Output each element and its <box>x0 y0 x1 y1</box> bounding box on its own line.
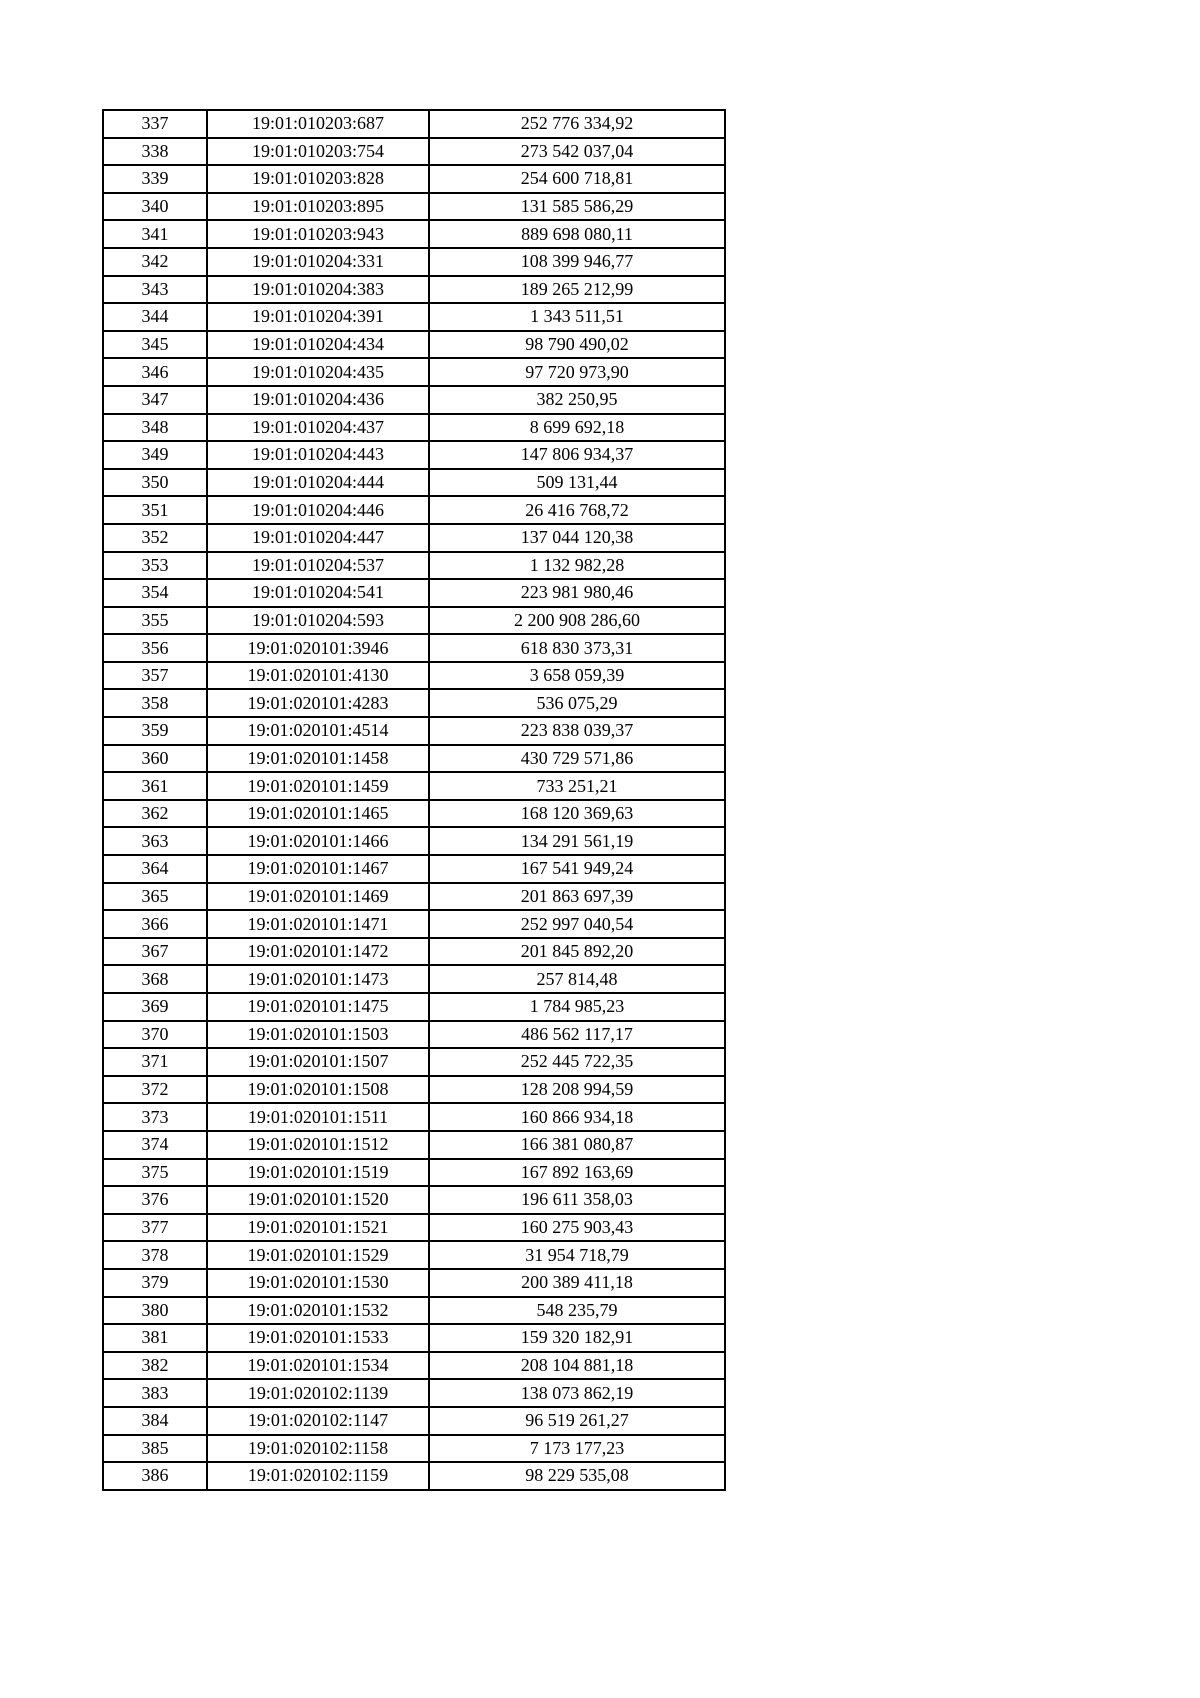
cadastral-number-cell: 19:01:010204:537 <box>207 552 429 580</box>
cadastral-number-cell: 19:01:020101:1519 <box>207 1159 429 1187</box>
cadastral-number-cell: 19:01:020101:1475 <box>207 993 429 1021</box>
table-row <box>103 1435 725 1463</box>
cadastral-number-cell: 19:01:020101:1521 <box>207 1214 429 1242</box>
table-row <box>103 138 725 166</box>
row-number-cell: 371 <box>103 1048 207 1076</box>
row-number-cell: 380 <box>103 1297 207 1325</box>
cadastral-value-cell: 134 291 561,19 <box>429 827 725 855</box>
table-row <box>103 276 725 304</box>
cadastral-number-cell: 19:01:020101:1503 <box>207 1021 429 1049</box>
cadastral-number-cell: 19:01:010204:436 <box>207 386 429 414</box>
table-row <box>103 552 725 580</box>
cadastral-value-cell: 160 866 934,18 <box>429 1103 725 1131</box>
cadastral-value-cell: 252 776 334,92 <box>429 110 725 138</box>
row-number-cell: 353 <box>103 552 207 580</box>
cadastral-number-cell: 19:01:020101:1530 <box>207 1269 429 1297</box>
table-row <box>103 1407 725 1435</box>
row-number-cell: 347 <box>103 386 207 414</box>
row-number-cell: 382 <box>103 1352 207 1380</box>
row-number-cell: 374 <box>103 1131 207 1159</box>
table-row <box>103 634 725 662</box>
table-row <box>103 1214 725 1242</box>
cadastral-number-cell: 19:01:020101:1465 <box>207 800 429 828</box>
cadastral-value-cell: 167 892 163,69 <box>429 1159 725 1187</box>
table-row <box>103 1379 725 1407</box>
row-number-cell: 363 <box>103 827 207 855</box>
row-number-cell: 338 <box>103 138 207 166</box>
row-number-cell: 350 <box>103 469 207 497</box>
table-row <box>103 386 725 414</box>
cadastral-value-cell: 208 104 881,18 <box>429 1352 725 1380</box>
cadastral-number-cell: 19:01:020101:1469 <box>207 883 429 911</box>
cadastral-value-cell: 486 562 117,17 <box>429 1021 725 1049</box>
cadastral-value-cell: 3 658 059,39 <box>429 662 725 690</box>
table-row <box>103 745 725 773</box>
cadastral-value-cell: 196 611 358,03 <box>429 1186 725 1214</box>
cadastral-value-cell: 97 720 973,90 <box>429 358 725 386</box>
cadastral-value-cell: 536 075,29 <box>429 689 725 717</box>
cadastral-number-cell: 19:01:020102:1147 <box>207 1407 429 1435</box>
row-number-cell: 345 <box>103 331 207 359</box>
cadastral-number-cell: 19:01:020101:1466 <box>207 827 429 855</box>
cadastral-value-cell: 1 784 985,23 <box>429 993 725 1021</box>
table-row <box>103 662 725 690</box>
cadastral-value-cell: 138 073 862,19 <box>429 1379 725 1407</box>
cadastral-value-cell: 382 250,95 <box>429 386 725 414</box>
table-row <box>103 1159 725 1187</box>
cadastral-value-cell: 160 275 903,43 <box>429 1214 725 1242</box>
cadastral-value-cell: 1 343 511,51 <box>429 303 725 331</box>
cadastral-number-cell: 19:01:020101:1529 <box>207 1241 429 1269</box>
cadastral-number-cell: 19:01:020101:1459 <box>207 772 429 800</box>
cadastral-value-cell: 201 845 892,20 <box>429 938 725 966</box>
cadastral-number-cell: 19:01:010204:447 <box>207 524 429 552</box>
cadastral-number-cell: 19:01:020101:1532 <box>207 1297 429 1325</box>
cadastral-number-cell: 19:01:010203:895 <box>207 193 429 221</box>
table-row <box>103 910 725 938</box>
table-row <box>103 579 725 607</box>
row-number-cell: 366 <box>103 910 207 938</box>
cadastral-value-cell: 98 229 535,08 <box>429 1462 725 1490</box>
row-number-cell: 360 <box>103 745 207 773</box>
cadastral-value-cell: 137 044 120,38 <box>429 524 725 552</box>
table-row <box>103 800 725 828</box>
table-row <box>103 110 725 138</box>
row-number-cell: 339 <box>103 165 207 193</box>
cadastral-number-cell: 19:01:020102:1158 <box>207 1435 429 1463</box>
cadastral-number-cell: 19:01:010203:828 <box>207 165 429 193</box>
table-row <box>103 993 725 1021</box>
cadastral-value-cell: 166 381 080,87 <box>429 1131 725 1159</box>
table-row <box>103 1048 725 1076</box>
table-row <box>103 358 725 386</box>
row-number-cell: 377 <box>103 1214 207 1242</box>
cadastral-value-cell: 430 729 571,86 <box>429 745 725 773</box>
cadastral-number-cell: 19:01:020101:1533 <box>207 1324 429 1352</box>
cadastral-value-cell: 257 814,48 <box>429 965 725 993</box>
row-number-cell: 342 <box>103 248 207 276</box>
cadastral-number-cell: 19:01:020101:1507 <box>207 1048 429 1076</box>
cadastral-value-cell: 131 585 586,29 <box>429 193 725 221</box>
row-number-cell: 379 <box>103 1269 207 1297</box>
cadastral-number-cell: 19:01:010204:391 <box>207 303 429 331</box>
cadastral-value-cell: 252 445 722,35 <box>429 1048 725 1076</box>
cadastral-value-cell: 618 830 373,31 <box>429 634 725 662</box>
row-number-cell: 364 <box>103 855 207 883</box>
cadastral-value-cell: 1 132 982,28 <box>429 552 725 580</box>
row-number-cell: 386 <box>103 1462 207 1490</box>
table-row <box>103 1352 725 1380</box>
cadastral-value-cell: 200 389 411,18 <box>429 1269 725 1297</box>
table-row <box>103 441 725 469</box>
table-row <box>103 855 725 883</box>
table-row <box>103 1241 725 1269</box>
table-row <box>103 827 725 855</box>
table-row <box>103 469 725 497</box>
cadastral-value-cell: 96 519 261,27 <box>429 1407 725 1435</box>
cadastral-value-table <box>102 109 726 1491</box>
table-row <box>103 607 725 635</box>
row-number-cell: 385 <box>103 1435 207 1463</box>
row-number-cell: 341 <box>103 220 207 248</box>
cadastral-number-cell: 19:01:020101:4514 <box>207 717 429 745</box>
table-row <box>103 524 725 552</box>
row-number-cell: 346 <box>103 358 207 386</box>
cadastral-number-cell: 19:01:020101:1472 <box>207 938 429 966</box>
cadastral-number-cell: 19:01:010204:593 <box>207 607 429 635</box>
table-row <box>103 414 725 442</box>
table-row <box>103 1103 725 1131</box>
table-row <box>103 772 725 800</box>
row-number-cell: 373 <box>103 1103 207 1131</box>
row-number-cell: 376 <box>103 1186 207 1214</box>
cadastral-number-cell: 19:01:010204:437 <box>207 414 429 442</box>
cadastral-value-cell: 2 200 908 286,60 <box>429 607 725 635</box>
cadastral-value-cell: 8 699 692,18 <box>429 414 725 442</box>
cadastral-value-cell: 26 416 768,72 <box>429 496 725 524</box>
table-row <box>103 1269 725 1297</box>
table-row <box>103 220 725 248</box>
cadastral-number-cell: 19:01:010204:541 <box>207 579 429 607</box>
table-row <box>103 193 725 221</box>
row-number-cell: 361 <box>103 772 207 800</box>
row-number-cell: 369 <box>103 993 207 1021</box>
cadastral-number-cell: 19:01:020101:1512 <box>207 1131 429 1159</box>
row-number-cell: 362 <box>103 800 207 828</box>
row-number-cell: 370 <box>103 1021 207 1049</box>
table-row <box>103 248 725 276</box>
cadastral-number-cell: 19:01:010204:434 <box>207 331 429 359</box>
table-row <box>103 165 725 193</box>
cadastral-value-cell: 159 320 182,91 <box>429 1324 725 1352</box>
cadastral-number-cell: 19:01:010204:435 <box>207 358 429 386</box>
row-number-cell: 351 <box>103 496 207 524</box>
row-number-cell: 356 <box>103 634 207 662</box>
row-number-cell: 343 <box>103 276 207 304</box>
cadastral-value-cell: 201 863 697,39 <box>429 883 725 911</box>
table-row <box>103 303 725 331</box>
cadastral-number-cell: 19:01:010203:687 <box>207 110 429 138</box>
cadastral-value-cell: 889 698 080,11 <box>429 220 725 248</box>
row-number-cell: 354 <box>103 579 207 607</box>
table-row <box>103 1076 725 1104</box>
row-number-cell: 352 <box>103 524 207 552</box>
table-row <box>103 331 725 359</box>
row-number-cell: 378 <box>103 1241 207 1269</box>
cadastral-value-cell: 98 790 490,02 <box>429 331 725 359</box>
cadastral-value-cell: 733 251,21 <box>429 772 725 800</box>
cadastral-value-cell: 167 541 949,24 <box>429 855 725 883</box>
cadastral-number-cell: 19:01:020102:1159 <box>207 1462 429 1490</box>
cadastral-value-cell: 31 954 718,79 <box>429 1241 725 1269</box>
cadastral-value-cell: 128 208 994,59 <box>429 1076 725 1104</box>
cadastral-value-cell: 223 838 039,37 <box>429 717 725 745</box>
cadastral-number-cell: 19:01:020101:1520 <box>207 1186 429 1214</box>
cadastral-value-cell: 223 981 980,46 <box>429 579 725 607</box>
cadastral-number-cell: 19:01:020101:1467 <box>207 855 429 883</box>
table-row <box>103 1186 725 1214</box>
cadastral-value-cell: 254 600 718,81 <box>429 165 725 193</box>
table-row <box>103 496 725 524</box>
cadastral-value-cell: 509 131,44 <box>429 469 725 497</box>
row-number-cell: 349 <box>103 441 207 469</box>
cadastral-number-cell: 19:01:020101:1511 <box>207 1103 429 1131</box>
row-number-cell: 348 <box>103 414 207 442</box>
row-number-cell: 383 <box>103 1379 207 1407</box>
table-row <box>103 1324 725 1352</box>
cadastral-number-cell: 19:01:010203:943 <box>207 220 429 248</box>
row-number-cell: 365 <box>103 883 207 911</box>
cadastral-number-cell: 19:01:020101:4130 <box>207 662 429 690</box>
cadastral-number-cell: 19:01:010204:444 <box>207 469 429 497</box>
row-number-cell: 372 <box>103 1076 207 1104</box>
row-number-cell: 355 <box>103 607 207 635</box>
cadastral-number-cell: 19:01:020102:1139 <box>207 1379 429 1407</box>
row-number-cell: 340 <box>103 193 207 221</box>
row-number-cell: 357 <box>103 662 207 690</box>
table-row <box>103 1297 725 1325</box>
table-row <box>103 689 725 717</box>
cadastral-number-cell: 19:01:020101:1471 <box>207 910 429 938</box>
cadastral-number-cell: 19:01:010204:331 <box>207 248 429 276</box>
cadastral-number-cell: 19:01:010204:446 <box>207 496 429 524</box>
row-number-cell: 368 <box>103 965 207 993</box>
row-number-cell: 344 <box>103 303 207 331</box>
cadastral-number-cell: 19:01:010203:754 <box>207 138 429 166</box>
cadastral-value-cell: 7 173 177,23 <box>429 1435 725 1463</box>
cadastral-number-cell: 19:01:020101:1508 <box>207 1076 429 1104</box>
cadastral-value-cell: 548 235,79 <box>429 1297 725 1325</box>
cadastral-value-cell: 108 399 946,77 <box>429 248 725 276</box>
cadastral-value-cell: 189 265 212,99 <box>429 276 725 304</box>
cadastral-number-cell: 19:01:020101:4283 <box>207 689 429 717</box>
cadastral-number-cell: 19:01:010204:443 <box>207 441 429 469</box>
table-body <box>103 110 725 1490</box>
row-number-cell: 337 <box>103 110 207 138</box>
row-number-cell: 381 <box>103 1324 207 1352</box>
row-number-cell: 375 <box>103 1159 207 1187</box>
table-row <box>103 883 725 911</box>
row-number-cell: 384 <box>103 1407 207 1435</box>
cadastral-value-cell: 168 120 369,63 <box>429 800 725 828</box>
cadastral-number-cell: 19:01:020101:3946 <box>207 634 429 662</box>
cadastral-number-cell: 19:01:010204:383 <box>207 276 429 304</box>
cadastral-number-cell: 19:01:020101:1458 <box>207 745 429 773</box>
table-row <box>103 965 725 993</box>
cadastral-value-cell: 147 806 934,37 <box>429 441 725 469</box>
table-row <box>103 938 725 966</box>
cadastral-value-cell: 273 542 037,04 <box>429 138 725 166</box>
table-row <box>103 1462 725 1490</box>
row-number-cell: 358 <box>103 689 207 717</box>
cadastral-number-cell: 19:01:020101:1534 <box>207 1352 429 1380</box>
row-number-cell: 359 <box>103 717 207 745</box>
table-row <box>103 1131 725 1159</box>
cadastral-number-cell: 19:01:020101:1473 <box>207 965 429 993</box>
table-row <box>103 1021 725 1049</box>
cadastral-value-cell: 252 997 040,54 <box>429 910 725 938</box>
row-number-cell: 367 <box>103 938 207 966</box>
table-row <box>103 717 725 745</box>
